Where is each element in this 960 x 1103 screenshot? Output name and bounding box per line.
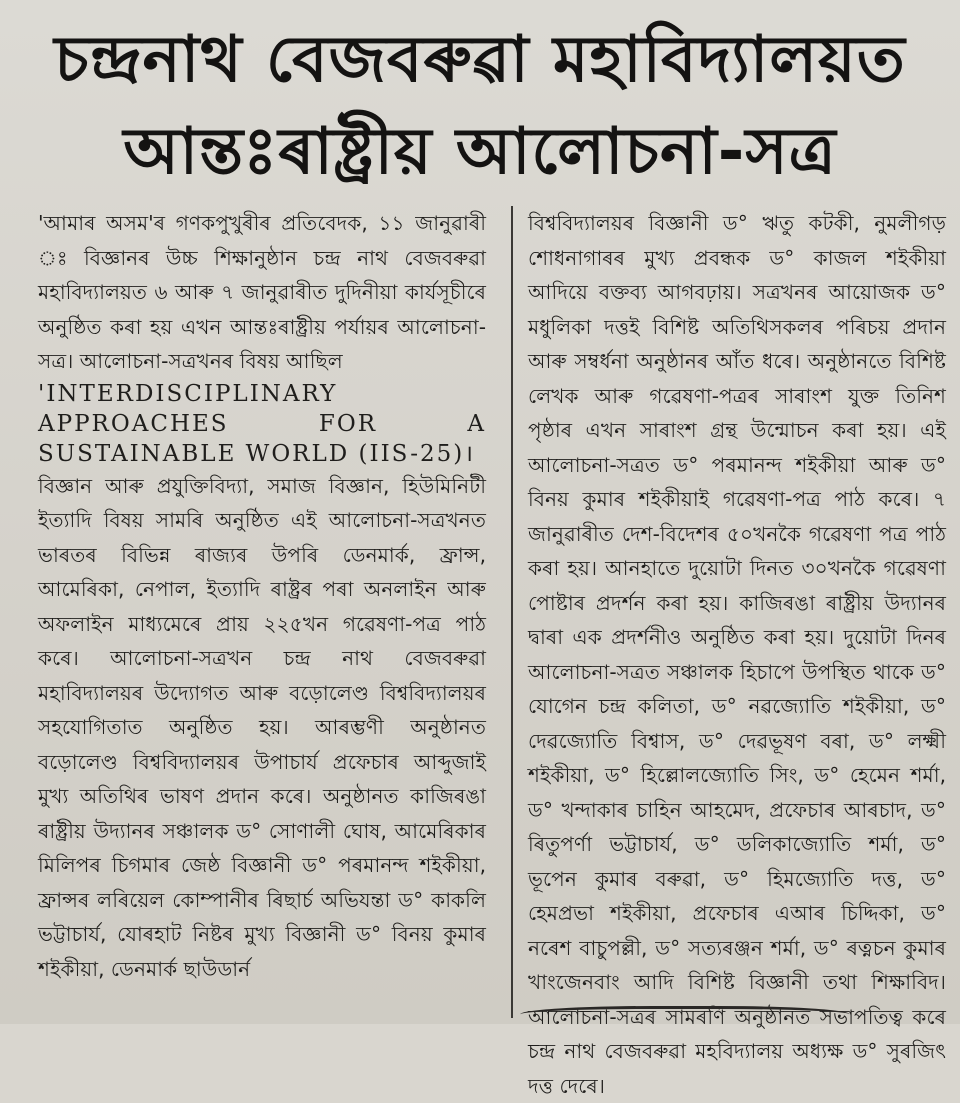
column-divider xyxy=(511,206,513,1018)
article-paragraph-body: বিজ্ঞান আৰু প্ৰযুক্তিবিদ্যা, সমাজ বিজ্ঞান, হিউমিনিটী ইত্যাদি বিষয় সামৰি অনুষ্ঠিত এই আলোচনা-সত্ৰখনত ভাৰতৰ বিভিন্ন ৰাজ্যৰ উপৰি ডেনমাৰ্ক, ফ্ৰান্স, আমেৰিকা, নেপাল, ইত্যাদি ৰাষ্ট্ৰৰ পৰা অনলাইন আৰু অফলাইন মাধ্যমেৰে প্ৰায় ২২৫খন গৱেষণা-পত্ৰ পাঠ কৰে। আলোচনা-সত্ৰখন চন্দ্ৰ নাথ বেজবৰুৱা মহাবিদ্যালয়ৰ উদ্যোগত আৰু বড়োলেণ্ড বিশ্ববিদ্যালয়ৰ সহযোগিতাত অনুষ্ঠিত হয়। আৰম্ভণী অনুষ্ঠানত বড়োলেণ্ড বিশ্ববিদ্যালয়ৰ উপাচাৰ্য প্ৰফেচাৰ আব্দুজাই মুখ্য অতিথিৰ ভাষণ প্ৰদান কৰে। অনুষ্ঠানত কাজিৰঙা ৰাষ্ট্ৰীয় উদ্যানৰ সঞ্চালক ড° সোণালী ঘোষ, আমেৰিকাৰ মিলিপৰ চিগমাৰ জেষ্ঠ বিজ্ঞানী ড° পৰমানন্দ শইকীয়া, ফ্ৰান্সৰ লৰিয়েল কোম্পানীৰ ৰিছাৰ্চ অভিযন্তা ড° কাকলি ভট্টাচাৰ্য, যোৰহাট নিষ্টৰ মুখ্য বিজ্ঞানী ড° বিনয় কুমাৰ শইকীয়া, ডেনমাৰ্ক ছাউডাৰ্ন xyxy=(38,473,486,981)
article-column-right xyxy=(528,206,946,1103)
headline-line-1: চন্দ্ৰনাথ বেজবৰুৱা মহাবিদ্যালয়ত xyxy=(54,23,906,97)
article-paragraph-continued: বিশ্ববিদ্যালয়ৰ বিজ্ঞানী ড° ঋতু কটকী, নুমলীগড় শোধনাগাৰৰ মুখ্য প্ৰবন্ধক ড° কাজল শইকীয়া আদিয়ে বক্তব্য আগবঢ়ায়। সত্ৰখনৰ আয়োজক ড° মধুলিকা দত্তই বিশিষ্ট অতিথিসকলৰ পৰিচয় প্ৰদান আৰু সম্বৰ্ধনা অনুষ্ঠানৰ আঁত ধৰে। অনুষ্ঠানতে বিশিষ্ট লেখক আৰু গৱেষণা-পত্ৰৰ সাৰাংশ যুক্ত তিনিশ পৃষ্ঠাৰ এখন সাৰাংশ গ্ৰন্থ উন্মোচন কৰা হয়। এই আলোচনা-সত্ৰত ড° পৰমানন্দ শইকীয়া আৰু ড° বিনয় কুমাৰ শইকীয়াই গৱেষণা-পত্ৰ পাঠ কৰে। ৭ জানুৱাৰীত দেশ-বিদেশৰ ৫০খনকৈ গৱেষণা পত্ৰ পাঠ কৰা হয়। আনহাতে দুয়োটা দিনত ৩০খনকৈ গৱেষণা পোষ্টাৰ প্ৰদৰ্শন কৰা হয়। কাজিৰঙা ৰাষ্ট্ৰীয় উদ্যানৰ দ্বাৰা এক প্ৰদৰ্শনীও অনুষ্ঠিত কৰা হয়। দুয়োটা দিনৰ আলোচনা-সত্ৰত সঞ্চালক হিচাপে উপস্থিত থাকে ড° যোগেন চন্দ্ৰ কলিতা, ড° নৱজ্যোতি শইকীয়া, ড° দেৱজ্যোতি বিশ্বাস, ড° দেৱভূষণ বৰা, ড° লক্ষ্মী শইকীয়া, ড° হিল্লোলজ্যোতি সিং, ড° হেমেন শৰ্মা, ড° খন্দাকাৰ চাহিন আহমেদ, প্ৰফেচাৰ আৰচাদ, ড° ৰিতুপৰ্ণা ভট্টাচাৰ্য, ড° ডলিকাজ্যোতি শৰ্মা, ড° ভূপেন কুমাৰ বৰুৱা, ড° হিমজ্যোতি দত্ত, ড° হেমপ্ৰভা শইকীয়া, প্ৰফেচাৰ এআৰ চিদ্দিকা, ড° নৰেশ বাচুপল্লী, ড° সত্যৰঞ্জন শৰ্মা, ড° ৰত্নচন কুমাৰ খাংজেনবাং আদি বিশিষ্ট বিজ্ঞানী তথা শিক্ষাবিদ। আলোচনা-সত্ৰৰ সামৰণি অনুষ্ঠানত সভাপতিত্ব কৰে চন্দ্ৰ নাথ বেজবৰুৱা মহবিদ্যালয় অধ্যক্ষ ড° সুৰজিৎ দত্ত দেৰে। xyxy=(528,211,946,1098)
seminar-english-title: 'INTERDISCIPLINARY APPROACHES FOR A SUSTAINABLE WORLD (IIS-25)। xyxy=(38,380,486,467)
headline xyxy=(0,14,960,198)
headline-line-2: আন্তঃৰাষ্ট্ৰীয় আলোচনা-সত্ৰ xyxy=(123,115,837,189)
article-column-left xyxy=(38,206,486,986)
article-paragraph-intro: 'আমাৰ অসম'ৰ গণকপুখুৰীৰ প্ৰতিবেদক, ১১ জানুৱাৰী ঃ বিজ্ঞানৰ উচ্চ শিক্ষানুষ্ঠান চন্দ্ৰ নাথ বেজবৰুৱা মহাবিদ্যালয়ত ৬ আৰু ৭ জানুৱাৰীত দুদিনীয়া কাৰ্যসূচীৰে অনুষ্ঠিত কৰা হয় এখন আন্তঃৰাষ্ট্ৰীয় পৰ্যায়ৰ আলোচনা-সত্ৰ। আলোচনা-সত্ৰখনৰ বিষয় আছিল xyxy=(38,211,486,373)
